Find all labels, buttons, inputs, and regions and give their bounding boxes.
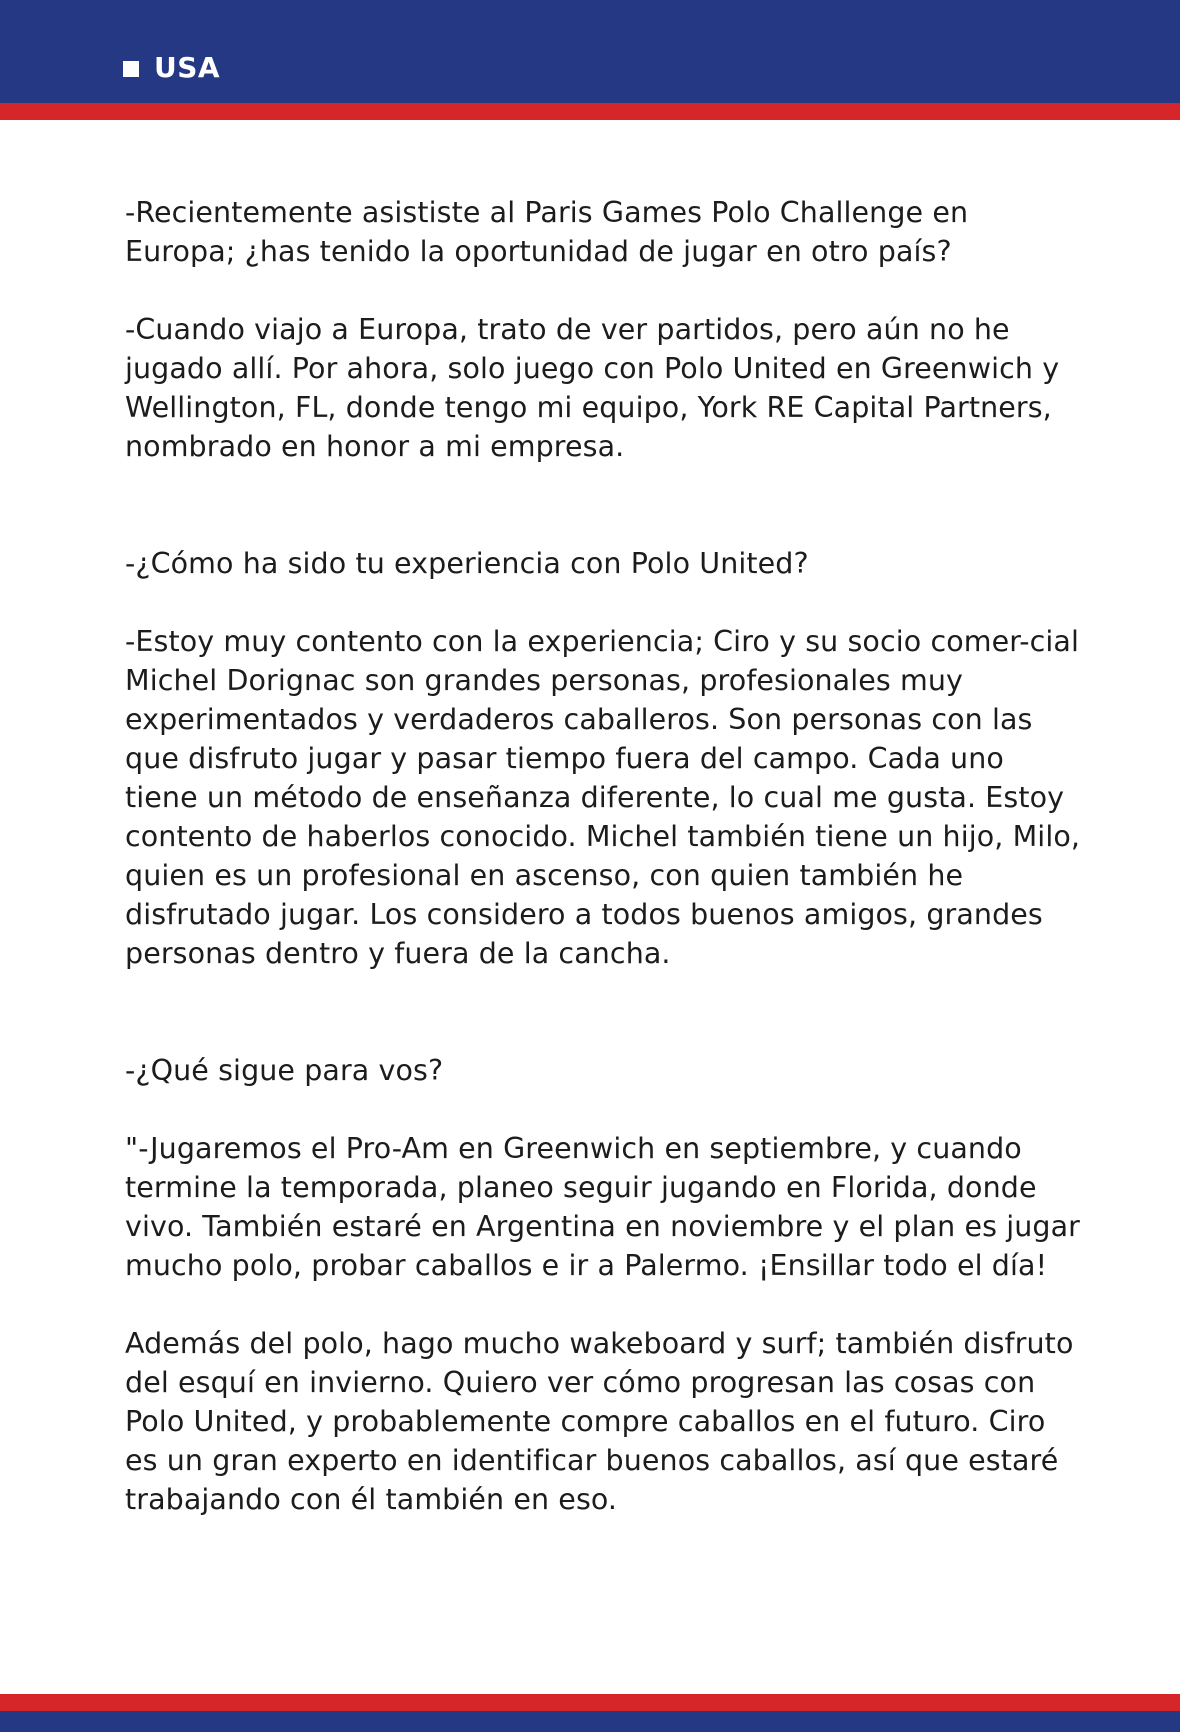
question-paragraph: -¿Qué sigue para vos? xyxy=(125,1054,444,1087)
header-red-stripe xyxy=(0,103,1180,120)
article-body xyxy=(125,193,1085,1519)
question-paragraph: -Recientemente asististe al Paris Games Polo Challenge en Europa; ¿has tenido la oportunidad de jugar en otro país? xyxy=(125,196,969,268)
section-title: USA xyxy=(154,51,221,84)
answer-paragraph: -Estoy muy contento con la experiencia; Ciro y su socio comer-cial Michel Dorignac son grandes personas, profesionales muy experimentados y verdaderos caballeros. Son personas con las que disfruto jugar y pasar tiempo fuera del campo. Cada uno tiene un método de enseñanza diferente, lo cual me gusta. Estoy contento de haberlos conocido. Michel también tiene un hijo, Milo, quien es un profesional en ascenso, con quien también he disfrutado jugar. Los considero a todos buenos amigos, grandes personas dentro y fuera de la cancha. xyxy=(125,625,1081,970)
paragraph-spacer xyxy=(125,1090,1085,1129)
section-spacer xyxy=(125,466,1085,544)
answer-paragraph: -Cuando viajo a Europa, trato de ver partidos, pero aún no he jugado allí. Por ahora, solo juego con Polo United en Greenwich y Wellington, FL, donde tengo mi equipo, York RE Capital Partners, nombrado en honor a mi empresa. xyxy=(125,313,1060,463)
paragraph-spacer xyxy=(125,1285,1085,1324)
question-paragraph: -¿Cómo ha sido tu experiencia con Polo United? xyxy=(125,547,809,580)
answer-paragraph: Además del polo, hago mucho wakeboard y surf; también disfruto del esquí en invierno. Quiero ver cómo progresan las cosas con Polo United, y probablemente compre caballos en el futuro. Ciro es un gran experto en identificar buenos caballos, así que estaré trabajando con él también en eso. xyxy=(125,1327,1074,1516)
paragraph-spacer xyxy=(125,583,1085,622)
square-bullet-icon xyxy=(123,61,139,77)
footer-band xyxy=(0,1711,1180,1732)
answer-paragraph: "-Jugaremos el Pro-Am en Greenwich en septiembre, y cuando termine la temporada, planeo seguir jugando en Florida, donde vivo. También estaré en Argentina en noviembre y el plan es jugar mucho polo, probar caballos e ir a Palermo. ¡Ensillar todo el día! xyxy=(125,1132,1080,1282)
footer-red-stripe xyxy=(0,1694,1180,1711)
paragraph-spacer xyxy=(125,271,1085,310)
section-spacer xyxy=(125,973,1085,1051)
